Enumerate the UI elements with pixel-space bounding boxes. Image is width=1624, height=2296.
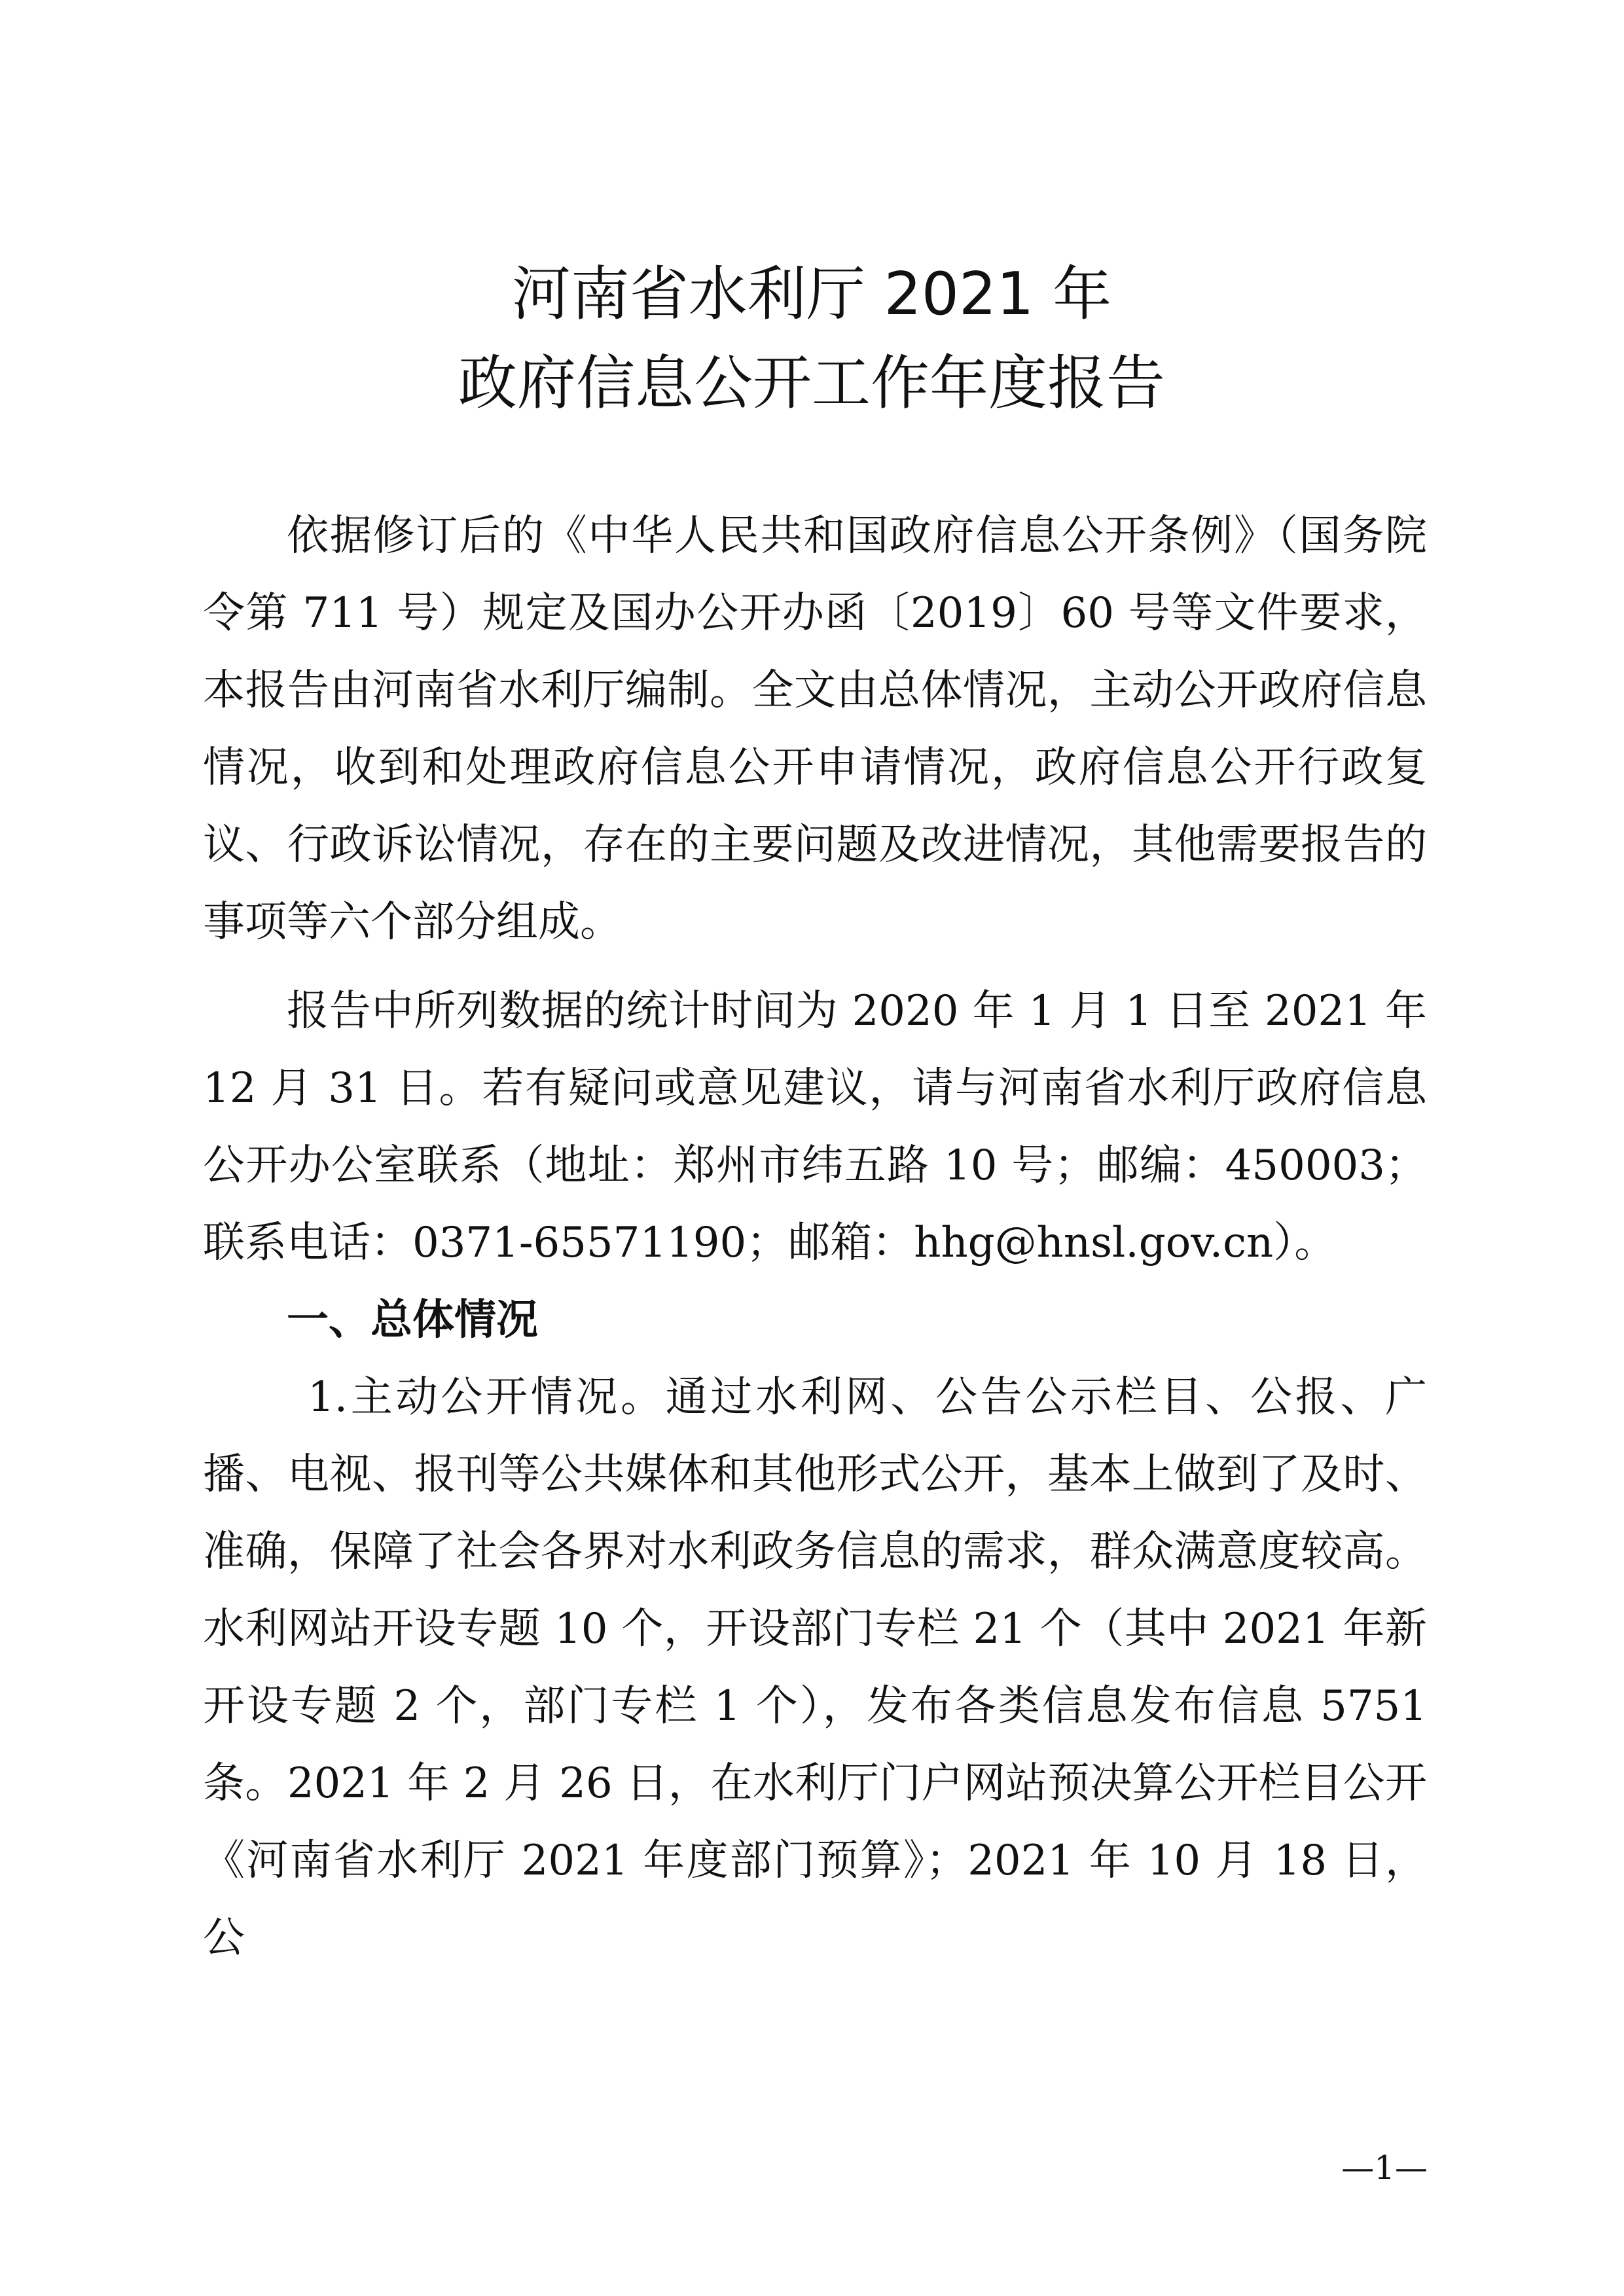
title-line-1: 河南省水利厅 2021 年	[511, 260, 1112, 329]
intro-paragraph: 依据修订后的《中华人民共和国政府信息公开条例》（国务院令第 711 号）规定及国办公开办函〔2019〕60 号等文件要求，本报告由河南省水利厅编制。全文由总体情况，主动公开政府信息情况，收到和处理政府信息公开申请情况，政府信息公开行政复议、行政诉讼情况，存在的主要问题及改进情况，其他需要报告的事项等六个部分组成。	[203, 512, 1427, 946]
active-disclosure-paragraph: 1.主动公开情况。通过水利网、公告公示栏目、公报、广播、电视、报刊等公共媒体和其他形式公开，基本上做到了及时、准确，保障了社会各界对水利政务信息的需求，群众满意度较高。水利网站开设专题 10 个，开设部门专栏 21 个（其中 2021 年新开设专题 2 个，部门专栏 1 个），发布各类信息发布信息 5751 条。2021 年 2 月 26 日，在水利厅门户网站预决算公开栏目公开《河南省水利厅 2021 年度部门预算》；2021 年 10 月 18 日，公	[203, 1373, 1427, 1962]
title-line-2: 政府信息公开工作年度报告	[458, 349, 1165, 418]
document-body	[203, 497, 1427, 1977]
section-heading-overall: 一、总体情况	[287, 1296, 538, 1344]
statistics-paragraph: 报告中所列数据的统计时间为 2020 年 1 月 1 日至 2021 年 12 月 31 日。若有疑问或意见建议，请与河南省水利厅政府信息公开办公室联系（地址：郑州市纬五路 10 号；邮编：450003；联系电话：0371-65571190；邮箱：hhg@hnsl.gov.cn）。	[203, 987, 1427, 1267]
page-number: —1—	[1341, 2149, 1428, 2187]
document-title	[196, 250, 1427, 428]
